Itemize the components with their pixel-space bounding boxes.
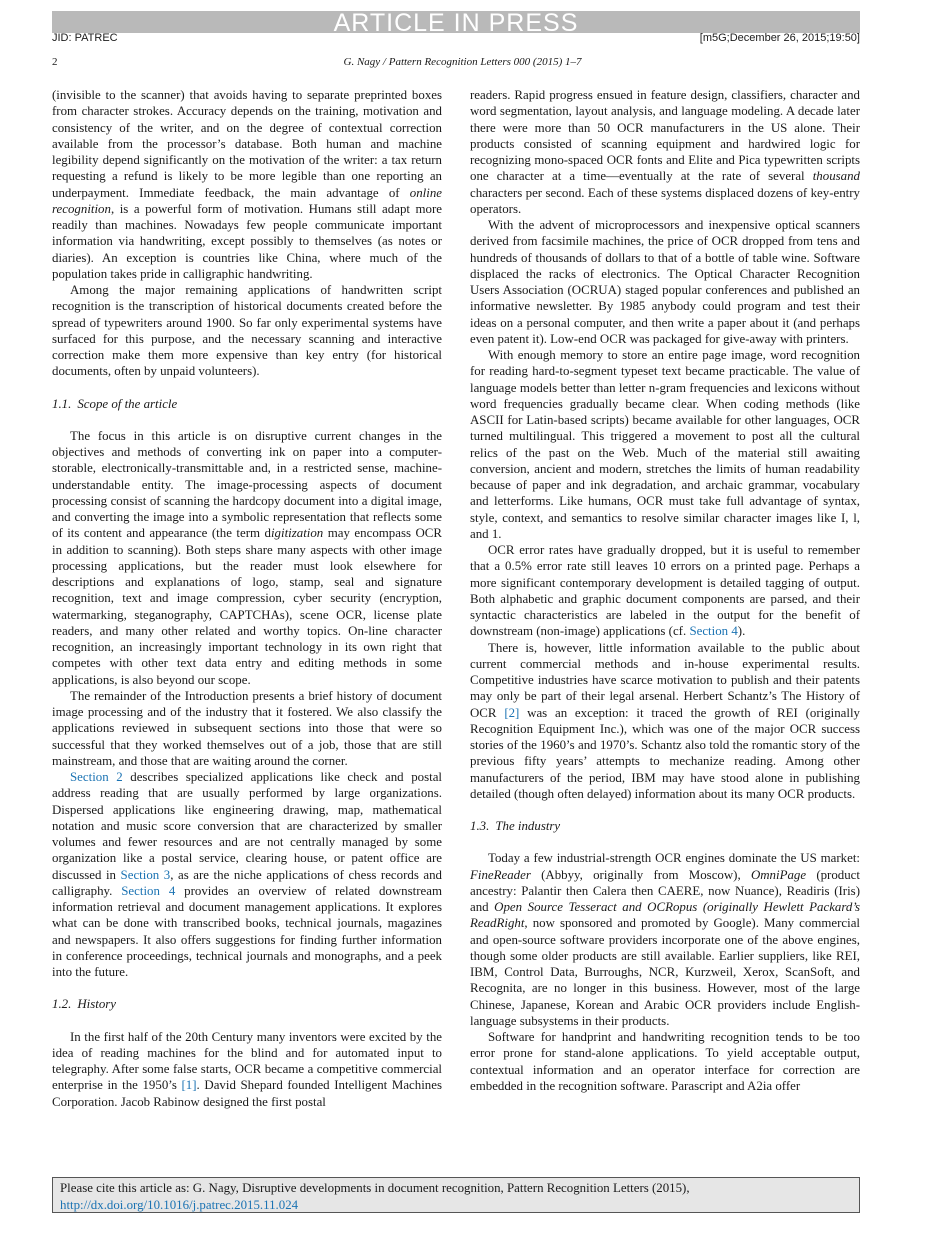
paragraph: readers. Rapid progress ensued in feature design, classifiers, character and word segmentation, layout analysis, and language modeling. A decade later there were more than 50 OCR manufacturers in the US alone. Their products consisted of scanning equipment and hardwired logic for recognizing mono-spaced OCR fonts and Elite and Pica typewritten scripts one character at a time—eventually at the rate of several thousand characters per second. Each of these systems displaced dozens of key-entry operators.: [470, 88, 860, 216]
section-2-link[interactable]: Section 2: [70, 770, 123, 784]
paragraph: (invisible to the scanner) that avoids having to separate preprinted boxes from character strokes. Accuracy depends on the training, motivation and consistency of the writer, and on the degree of contextual correction available from the processor’s database. Both human and machine legibility depend significantly on the motivation of the writer: a tax return requesting a refund is likely to be more legible than one reporting an underpayment. Immediate feedback, the main advantage of online recognition, is a powerful form of motivation. Humans still adapt more readily than machines. Nowadays few people communicate important information via handwriting, except possibly to themselves (as notes or diaries). An exception is countries like China, where much of the population takes pride in calligraphic handwriting.: [52, 88, 442, 281]
citation-box: [52, 1177, 860, 1213]
running-head: G. Nagy / Pattern Recognition Letters 000 (2015) 1–7: [343, 56, 582, 68]
build-stamp: [m5G;December 26, 2015;19:50]: [699, 32, 860, 44]
paragraph: OCR error rates have gradually dropped, but it is useful to remember that a 0.5% error rate still leaves 10 errors on a printed page. Perhaps a more significant contemporary development is detailed tagging of output. Both alphabetic and graphic document components are parsed, and their syntactic characteristics are labeled in the output for the benefit of downstream (non-image) applications (cf. Section 4).: [470, 543, 860, 639]
article-in-press-banner: ARTICLE IN PRESS: [52, 11, 860, 33]
paragraph: With the advent of microprocessors and inexpensive optical scanners derived from facsimile machines, the price of OCR dropped from tens and hundreds of thousands of dollars to that of a bottle of table wine. Software displaced the racks of electronics. The Optical Character Recognition Users Association (OCRUA) staged popular conferences and published an informative newsletter. By 1985 anybody could program and test their ideas on a personal computer, and then write a paper about it (and perhaps even patent it). Low-end OCR was packaged for give-away with printers.: [470, 218, 860, 346]
paragraph: Section 2 describes specialized applications like check and postal address reading that are usually performed by large organizations. Dispersed applications like engineering drawing, map, mathematical notation and music score conversion that are characterized by smaller volumes and fewer resources and are not centrally managed by some organization like a postal service, clearing house, or patent office are discussed in Section 3, as are the niche applications of chess records and calligraphy. Section 4 provides an overview of related downstream information retrieval and document management applications. It explores what can be done with transcribed books, technical journals, magazines and newspapers. It also offers suggestions for finding further information in conference proceedings, technical journals and monographs, and a peek into the future.: [52, 770, 443, 979]
paragraph: There is, however, little information available to the public about current commercial methods and in-house experimental results. Competitive industries have scarce motivation to publish and their patents may only be part of their legal arsenal. Herbert Schantz’s The History of OCR [2] was an exception: it traced the growth of REI (originally Recognition Equipment Inc.), which was one of the major OCR success stories of the 1960’s and 1970’s. Schantz also told the romantic story of the previous fifty years’ attempts to mechanize reading. Among other manufacturers of the period, IBM may have stood alone in publishing detailed (though often delayed) information about its many OCR products.: [470, 640, 861, 801]
paragraph: Software for handprint and handwriting recognition tends to be too error prone for stand-alone applications. To yield acceptable output, contextual information and an operator interface for correction are embedded in the recognition software. Parascript and A2ia offer: [470, 1030, 860, 1093]
reference-1-link[interactable]: [1]: [181, 1078, 197, 1093]
paragraph: The remainder of the Introduction presents a brief history of document image processing and of the industry that it fostered. We also classify the applications reviewed in subsequent sections into those that were so successful that they worked themselves out of a job, those that are still mainstream, and those that are waiting around the corner.: [52, 688, 442, 768]
section-heading-industry: 1.3. The industry: [470, 819, 561, 833]
section-4-link[interactable]: Section 4: [689, 624, 738, 639]
paragraph: Among the major remaining applications of handwritten script recognition is the transcription of historical documents created before the spread of typewriters around 1900. So far only experimental systems have surfaced for this purpose, and the necessary scanning and interactive correction make them more expensive than key entry (for historical documents, often by unpaid volunteers).: [52, 283, 442, 379]
paragraph: The focus in this article is on disruptive current changes in the objectives and methods of converting ink on paper into a computer-storable, electronically-transmittable and, in a restricted sense, machine-understandable entity. The image-processing aspects of document processing consist of scanning the hardcopy document into a digital image, and converting the image into a symbolic representation that reflects some of its content and appearance (the term digitization may encompass OCR in addition to scanning). Both steps share many aspects with other image processing applications, but the reader must look elsewhere for descriptions and explanations of logo, stamp, seal and signature recognition, text and image compression, cyber security (encryption, watermarking, steganography, CAPTCHAs), scene OCR, license plate readers, and many other related and worthy topics. On-line character recognition, an increasingly important technology in its own right that competes with other text data entry and editing methods in some applications, is also beyond our scope.: [52, 428, 442, 687]
right-column: [470, 87, 860, 1094]
paragraph: Today a few industrial-strength OCR engines dominate the US market: FineReader (Abbyy, originally from Moscow), OmniPage (product ancestry: Palantir then Calera then CAERE, now Nuance), Readiris (Iris) and Open Source Tesseract and OCRopus (originally Hewlett Packard’s ReadRight, now sponsored and promoted by Google). Many commercial and open-source software providers incorporate one of the above engines, though some older products are still available. Earlier suppliers, like REI, IBM, Control Data, Burroughs, NCR, Kurzweil, Xerox, ScanSoft, and Recognita, are no longer in this business. However, most of the large Chinese, Japanese, Korean and Arabic OCR providers include English-language subsystems in their products.: [470, 851, 861, 1028]
section-heading-scope: 1.1. Scope of the article: [52, 396, 178, 411]
citation-text: Please cite this article as: G. Nagy, Disruptive developments in document recognition, Pattern Recognition Letters (2015),: [60, 1181, 690, 1195]
paragraph: With enough memory to store an entire page image, word recognition for reading hard-to-segment typeset text became practicable. The value of language models better than letter n-gram frequencies and lexicons without word frequencies gradually became clear. When coding methods (like ASCII for Latin-based scripts) became available for other languages, OCR turned multilingual. This triggered a movement to post all the cultural relics of the past on the Web. Much of the material still awaiting conversion, ancient and modern, stretches the limits of human readability because of paper and ink degradation, and archaic grammar, vocabulary and letterforms. Like humans, OCR must take full advantage of syntax, style, context, and semantics to resolve similar character images like I, l, and 1.: [470, 348, 860, 541]
page-number: 2: [52, 56, 58, 68]
journal-id: JID: PATREC: [52, 32, 118, 44]
section-heading-history: 1.2. History: [52, 997, 117, 1012]
paragraph: In the first half of the 20th Century many inventors were excited by the idea of reading machines for the blind and for automated input to telegraphy. After some false starts, OCR became a competitive commercial enterprise in the 1950’s [1]. David Shepard founded Intelligent Machines Corporation. Jacob Rabinow designed the first postal: [52, 1029, 442, 1109]
section-3-link[interactable]: Section 3: [120, 867, 171, 882]
doi-link[interactable]: http://dx.doi.org/10.1016/j.patrec.2015.11.024: [60, 1198, 299, 1212]
reference-2-link[interactable]: [2]: [504, 705, 520, 720]
section-4-link[interactable]: Section 4: [121, 883, 176, 898]
left-column: [52, 87, 442, 1110]
